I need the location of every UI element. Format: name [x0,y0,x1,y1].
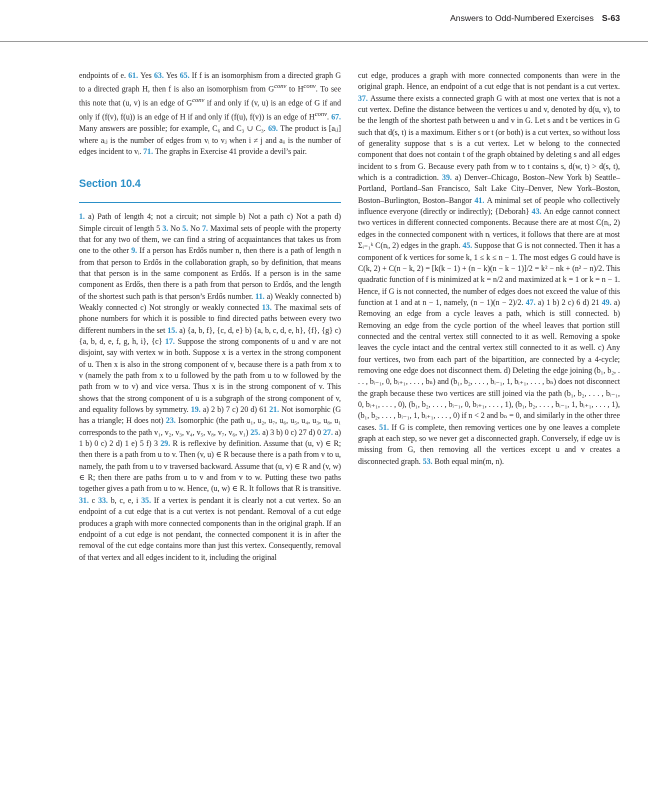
answer-number: 67. [331,112,342,122]
answer-text: conv [303,83,316,91]
answer-text: endpoints of e. [79,71,129,80]
answer-number: 21. [269,405,282,415]
answer-text: Isomorphic (the path u₁, u₂, u₇, u₆, u₅, u₄, u₃, u₈, u₁ corresponds to the path v₁, v₂, v₃, v₄, v₅, v₈, v₇, v₆, v₁) [79,416,341,437]
answer-text: Not isomorphic (G has a triangle; H does not) [79,405,342,426]
answer-number: 3. [162,223,171,233]
answer-text: If f is an isomorphism from a directed graph G to a directed graph H, then f is also an isomorphism from G [79,71,342,94]
answer-text: conv [274,83,287,91]
answer-text: An edge cannot connect two vertices in different connected components. Because there are at most C(nᵢ, 2) edges in the connected component with nᵢ vertices, it follows that there are at most Σᵢ₌₁ᵏ C(nᵢ, 2) edges in the graph. [358,207,621,251]
answer-number: 65. [179,71,192,80]
answer-text: . [327,112,332,122]
answer-text: The product is [aᵢⱼ] where aᵢⱼ is the number of edges from vᵢ to vⱼ when i ≠ j and aᵢᵢ is the number of edges incident to vᵢ. [79,124,341,156]
answer-number: 23. [165,416,179,426]
running-head [450,13,620,23]
paragraph-right [358,70,620,467]
answer-number: 9. [131,246,140,256]
answer-text: a) 3 b) 0 c) 27 d) 0 [262,427,324,437]
answer-number: 47. [525,297,538,307]
answer-text: Many answers are possible; for example, C₆ and C₃ ∪ C₃. [79,124,269,134]
answer-text: a) 2 b) 7 c) 20 d) 61 [202,405,270,415]
answer-text: The graphs in Exercise 41 provide a devil’s pair. [155,146,307,156]
answer-text: The maximal sets of phone numbers for which it is possible to find directed paths between every two different numbers in the set [79,302,342,335]
answer-number: 15. [167,325,180,335]
answer-text: Suppose that G is not connected. Then it has a component of k vertices for some k, 1 ≤ k ≤ n − 1. The most edges G could have is C(k, 2) + C(n − k, 2) = [k(k − 1) + (n − k)(n − k − 1)]/2 = k² − nk + (n² − n)/2. This quadratic function of f is minimized at k = n/2 and maximized at k = 1 or k = n − 1. Hence, if G is not connected, the number of edges does not exceed the value of this function at 1 and at n − 1, namely, (n − 1)(n − 2)/2. [358,241,621,307]
answer-number: 7. [202,223,211,233]
answer-text: R is reflexive by definition. Assume that (u, v) ∈ R; then there is a path from u to v. Then (v, u) ∈ R because there is a path from v to u, namely, the path from u to v traversed backward. Assume that (u, v) ∈ R and (v, w) ∈ R; then there are paths from u to v and from v to w. Putting these two paths together gives a path from u to w. Hence, (u, w) ∈ R. It follows that R is transitive. [79,439,341,494]
answer-text: to H [286,84,304,94]
answer-text: Maximal sets of people with the property that for any two of them, we can find a string of acquaintances that takes us from one to the other [79,223,342,256]
right-column [358,70,620,467]
answer-text: a) 1 b) 0 c) 2 d) 1 e) 5 f) 3 [79,427,341,449]
answer-number: 49. [601,297,614,307]
answer-number: 25. [250,427,263,437]
answer-text: Assume there exists a connected graph G with at most one vertex that is not a cut vertex. Define the distance between the vertices u and v, denoted by d(u, v), to be the length of the shortest path between u and v in G. Let s and t be vertices in G such that d(s, t) is a maximum. Either s or t (or both) is a cut vertex, so without loss of generality suppose that s is a cut vertex. Let w belong to the connected component that does not contain t of the graph obtained by deleting s and all edges incident to s from G. Because every path from w to t contains s, d(w, t) > d(s, t), which is a contradiction. [358,93,621,183]
answer-text: conv [192,97,205,105]
answer-number: 27. [323,427,335,437]
answer-number: 35. [141,495,154,505]
answer-number: 71. [143,146,156,156]
answer-text: a) Removing an edge from a cycle leaves a path, which is still connected. b) Removing an edge from the cycle portion of the wheel leaves that portion still connected and the central vertex still connected to it as well. Removing a spoke leaves the cycle intact and the central vertex still connected to it as well. c) Any four vertices, two from each part of the bipartition, are connected by a 4-cycle; removing one edge does not disconnect them. d) Deleting the edge joining (b₁, b₂, . . . , bᵢ₋₁, 0, bᵢ₊₁, . . . , bₙ) and (b₁, b₂, . . . , bᵢ₋₁, 1, bᵢ₊₁, . . . , bₙ) does not disconnect the graph because these two vertices are still joined via the path (b₁, b₂, . . . , bᵢ₋₁, 0, bᵢ₊₁, . . . , 0), (b₁, b₂, . . . , bᵢ₋₁, 0, bᵢ₊₁, . . . , 1), (b₁, b₂, . . . , bᵢ₋₁, 1, bᵢ₊₁, . . . , 1), (b₁, b₂, . . . , bᵢ₋₁, 1, bᵢ₊₁, . . . , 0) if n < 2 and bₙ = 0, and similarly in the other three cases. [358,297,621,432]
answer-number: 61. [128,71,141,80]
answer-number: 41. [474,195,487,205]
answer-text: b, c, e, i [110,495,142,505]
answer-text: If a vertex is pendant it is clearly not a cut vertex. So an endpoint of a cut edge that is a cut vertex is not pendant. Removal of a cut edge produces a graph with more connected components than in the original graph. If an endpoint of a cut edge is not pendant, the connected component it is in after the removal of the cut edge contains more than just this vertex. Consequently, removal of that vertex and all edges incident to it, including the original [79,495,342,562]
answer-text: If G is complete, then removing vertices one by one leaves a complete graph at each step, so we never get a disconnected graph. Conversely, if edge uv is missing from G, then removing all the vertices except u and v creates a disconnected graph. [358,422,620,466]
answer-text: If a person has Erdős number n, then there is a path of length n from that person to Erdős in the collaboration graph, so by definition, that means that that person is in the same component as Erdős. If a person is in the same component as Erdős, then there is a path from that person to Erdős, and the length of the shortest such path is that person’s Erdős number. [79,246,341,301]
answer-number: 51. [379,422,392,432]
answer-number: 39. [442,173,456,183]
answer-number: 63. [153,71,167,80]
answer-text: Suppose the strong components of u and v are not disjoint, say with vertex w in both. Suppose x is a vertex in the strong component of u. Then x is also in the strong component of v, because there is a path from x to v (namely the path from x to u followed by the path from u to w followed by the path from w to v) and vice versa. Thus x is in the strong component of v. This shows that the strong component of u is a subgraph of the strong component of v, and equality follows by symmetry. [79,337,341,415]
answer-number: 1. [79,212,89,222]
answer-number: 43. [531,207,544,217]
answer-text: if and only if (v, u) is an edge of G if and only if (f(v), f(u)) is an edge of H if and only if (f(u), f(v)) is an edge of H [79,98,342,122]
left-column [79,70,341,563]
answer-number: 31. [79,495,92,505]
answer-text: Both equal min(m, n). [434,456,504,466]
answer-text: No [190,223,203,233]
answer-text: a) 1 b) 2 c) 6 d) 21 [537,297,602,307]
answer-text: Yes [140,71,154,80]
answer-text: A minimal set of people who collectively influence everyone (directly or indirectly); {Deborah} [358,195,620,217]
answer-text: a) {a, b, f}, {c, d, e} b) {a, b, c, d, e, h}, {f}, {g} c) {a, b, d, e, f, g, h, i}, {c} [79,325,342,347]
answer-text: conv [314,111,328,119]
paragraph-sec10-3-tail [79,70,341,157]
answer-number: 37. [358,93,371,103]
section-heading: Section 10.4 [79,178,141,191]
answer-text: cut edge, produces a graph with more connected components than were in the original graph. Hence, an endpoint of a cut edge that is not pendant is a cut vertex. [358,71,620,92]
paragraph-sec10-4 [79,211,341,563]
answer-text: . To see this note that (u, v) is an edge of G [79,84,342,108]
answer-text: c [91,495,99,505]
answer-text: a) Weakly connected b) Weakly connected c) Not strongly or weakly connected [79,291,341,312]
page-number: S-63 [601,13,620,23]
running-head-title: Answers to Odd-Numbered Exercises [450,13,594,23]
answer-text: a) Denver–Chicago, Boston–New York b) Seattle–Portland, Portland–San Francisco, Salt Lake City–Denver, New York–Boston, Boston–Burlington, Boston–Bangor [358,173,620,205]
section-rule [79,202,341,203]
answer-text: No [170,223,183,233]
answer-number: 69. [268,124,281,134]
answer-number: 11. [255,291,267,301]
answer-number: 29. [160,439,173,449]
answer-number: 17. [165,337,178,347]
answer-number: 5. [182,223,191,233]
answer-number: 13. [261,302,275,312]
answer-number: 45. [462,241,475,251]
answer-number: 19. [190,405,203,415]
answer-number: 33. [98,495,111,505]
header-rule [0,41,648,42]
answer-text: Yes [166,71,180,80]
answer-text: a) Path of length 4; not a circuit; not simple b) Not a path c) Not a path d) Simple circuit of length 5 [79,212,342,233]
answer-number: 53. [422,456,435,466]
